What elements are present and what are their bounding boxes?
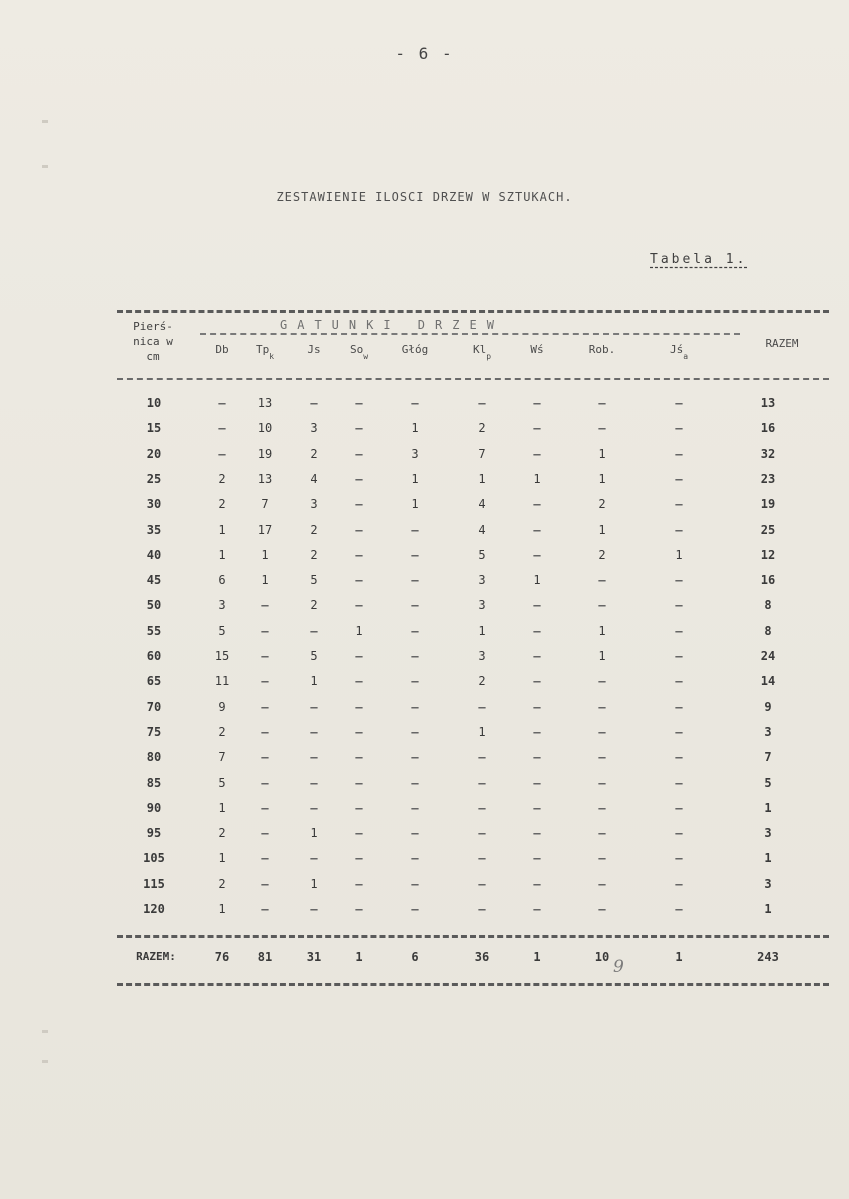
count-cell: – bbox=[533, 750, 541, 765]
count-cell: – bbox=[598, 396, 606, 410]
count-cell: 5 bbox=[218, 775, 226, 790]
row-total-cell: 16 bbox=[760, 421, 776, 436]
row-total-cell: 13 bbox=[760, 396, 776, 410]
count-cell: – bbox=[675, 826, 683, 841]
count-cell: – bbox=[598, 876, 606, 891]
count-cell: 1 bbox=[218, 547, 226, 562]
count-cell: – bbox=[478, 396, 486, 410]
diameter-cell: 10 bbox=[146, 396, 162, 410]
count-cell: – bbox=[478, 699, 486, 714]
species-column-header: $Jś_a$ bbox=[669, 343, 689, 361]
count-cell: – bbox=[355, 902, 363, 916]
count-cell: – bbox=[675, 623, 683, 638]
count-cell: 2 bbox=[218, 876, 226, 891]
count-cell: 1 bbox=[218, 902, 226, 916]
row-total-cell: 8 bbox=[764, 623, 772, 638]
row-total-cell: 1 bbox=[764, 851, 772, 866]
count-cell: 5 bbox=[478, 547, 486, 562]
count-cell: 7 bbox=[478, 446, 486, 461]
table-label: Tabela 1. bbox=[650, 252, 748, 267]
count-cell: – bbox=[355, 598, 363, 613]
count-cell: – bbox=[355, 497, 363, 512]
margin-mark bbox=[42, 165, 48, 168]
count-cell: – bbox=[478, 775, 486, 790]
count-cell: – bbox=[411, 800, 419, 815]
count-cell: 1 bbox=[261, 573, 269, 588]
diameter-cell: 90 bbox=[146, 800, 162, 815]
count-cell: – bbox=[355, 547, 363, 562]
row-total-cell: 12 bbox=[760, 547, 776, 562]
count-cell: – bbox=[355, 775, 363, 790]
count-cell: – bbox=[533, 497, 541, 512]
count-cell: 10 bbox=[257, 421, 273, 436]
count-cell: – bbox=[261, 902, 269, 916]
count-cell: 2 bbox=[598, 547, 606, 562]
count-cell: 1 bbox=[598, 522, 606, 537]
count-cell: – bbox=[411, 522, 419, 537]
species-column-header: Wś bbox=[530, 343, 544, 356]
count-cell: – bbox=[411, 573, 419, 588]
row-total-cell: 24 bbox=[760, 649, 776, 663]
diameter-cell: 60 bbox=[146, 649, 162, 663]
row-total-cell: 3 bbox=[764, 876, 772, 891]
margin-mark bbox=[42, 1030, 48, 1033]
count-cell: – bbox=[411, 775, 419, 790]
row-total-cell: 16 bbox=[760, 573, 776, 588]
count-cell: – bbox=[675, 674, 683, 689]
diameter-column-header: Pierś- nica w cm bbox=[133, 320, 173, 363]
diameter-cell: 115 bbox=[143, 876, 165, 891]
diameter-cell: 20 bbox=[146, 446, 162, 461]
count-cell: – bbox=[533, 724, 541, 739]
species-column-header: $Tp_k$ bbox=[255, 343, 275, 361]
count-cell: – bbox=[675, 649, 683, 663]
diameter-cell: 15 bbox=[146, 421, 162, 436]
table-bottom-rule bbox=[117, 983, 829, 986]
count-cell: 2 bbox=[218, 826, 226, 841]
count-cell: 5 bbox=[218, 623, 226, 638]
handwritten-note: 9 bbox=[613, 957, 624, 977]
row-total-cell: 19 bbox=[760, 497, 776, 512]
diameter-cell: 95 bbox=[146, 826, 162, 841]
page-number: - 6 - bbox=[395, 44, 454, 63]
diameter-cell: 65 bbox=[146, 674, 162, 689]
count-cell: – bbox=[411, 851, 419, 866]
count-cell: – bbox=[533, 547, 541, 562]
diameter-cell: 25 bbox=[146, 471, 162, 486]
count-cell: 1 bbox=[598, 471, 606, 486]
count-cell: 5 bbox=[310, 649, 318, 663]
row-total-cell: 3 bbox=[764, 724, 772, 739]
count-cell: – bbox=[478, 826, 486, 841]
count-cell: – bbox=[411, 750, 419, 765]
count-cell: – bbox=[261, 724, 269, 739]
count-cell: 3 bbox=[310, 421, 318, 436]
row-total-cell: 14 bbox=[760, 674, 776, 689]
species-column-header: Rob. bbox=[588, 343, 616, 356]
count-cell: – bbox=[478, 902, 486, 916]
species-column-header: Db bbox=[215, 343, 229, 356]
count-cell: – bbox=[598, 598, 606, 613]
count-cell: – bbox=[355, 573, 363, 588]
row-total-cell: 1 bbox=[764, 800, 772, 815]
count-cell: – bbox=[533, 522, 541, 537]
count-cell: 13 bbox=[257, 471, 273, 486]
count-cell: 1 bbox=[478, 623, 486, 638]
count-cell: – bbox=[355, 851, 363, 866]
count-cell: – bbox=[261, 674, 269, 689]
count-cell: – bbox=[598, 902, 606, 916]
count-cell: – bbox=[411, 547, 419, 562]
count-cell: – bbox=[675, 902, 683, 916]
count-cell: – bbox=[478, 851, 486, 866]
count-cell: 1 bbox=[411, 471, 419, 486]
count-cell: – bbox=[675, 800, 683, 815]
count-cell: 3 bbox=[478, 598, 486, 613]
diameter-cell: 75 bbox=[146, 724, 162, 739]
count-cell: 1 bbox=[218, 851, 226, 866]
count-cell: 19 bbox=[257, 446, 273, 461]
count-cell: – bbox=[478, 800, 486, 815]
count-cell: – bbox=[261, 775, 269, 790]
count-cell: 4 bbox=[478, 522, 486, 537]
count-cell: – bbox=[218, 421, 226, 436]
diameter-cell: 120 bbox=[143, 902, 165, 916]
column-total-cell: 76 bbox=[214, 950, 230, 964]
count-cell: – bbox=[598, 800, 606, 815]
row-total-cell: 23 bbox=[760, 471, 776, 486]
count-cell: – bbox=[310, 800, 318, 815]
count-cell: – bbox=[411, 649, 419, 663]
count-cell: 1 bbox=[533, 573, 541, 588]
count-cell: 1 bbox=[261, 547, 269, 562]
count-cell: – bbox=[261, 876, 269, 891]
diameter-cell: 85 bbox=[146, 775, 162, 790]
count-cell: – bbox=[675, 421, 683, 436]
column-total-cell: 1 bbox=[355, 950, 363, 964]
diameter-cell: 80 bbox=[146, 750, 162, 765]
count-cell: – bbox=[411, 623, 419, 638]
count-cell: 1 bbox=[478, 471, 486, 486]
count-cell: – bbox=[598, 699, 606, 714]
count-cell: – bbox=[411, 826, 419, 841]
row-total-cell: 1 bbox=[764, 902, 772, 916]
count-cell: – bbox=[675, 851, 683, 866]
count-cell: – bbox=[478, 750, 486, 765]
count-cell: – bbox=[411, 674, 419, 689]
species-column-header: Głóg bbox=[401, 343, 429, 356]
count-cell: – bbox=[310, 623, 318, 638]
count-cell: – bbox=[355, 522, 363, 537]
count-cell: – bbox=[310, 902, 318, 916]
count-cell: – bbox=[310, 724, 318, 739]
count-cell: – bbox=[675, 471, 683, 486]
count-cell: – bbox=[261, 851, 269, 866]
count-cell: – bbox=[355, 649, 363, 663]
count-cell: – bbox=[411, 902, 419, 916]
count-cell: 11 bbox=[214, 674, 230, 689]
count-cell: 1 bbox=[218, 522, 226, 537]
count-cell: 2 bbox=[218, 724, 226, 739]
count-cell: 2 bbox=[310, 522, 318, 537]
count-cell: – bbox=[675, 699, 683, 714]
count-cell: 1 bbox=[411, 497, 419, 512]
count-cell: – bbox=[218, 446, 226, 461]
count-cell: 1 bbox=[218, 800, 226, 815]
count-cell: – bbox=[533, 851, 541, 866]
count-cell: 3 bbox=[478, 573, 486, 588]
count-cell: – bbox=[675, 573, 683, 588]
column-total-cell: 6 bbox=[411, 950, 419, 964]
count-cell: 1 bbox=[598, 649, 606, 663]
count-cell: – bbox=[261, 826, 269, 841]
column-total-cell: 10 bbox=[594, 950, 610, 964]
count-cell: – bbox=[533, 674, 541, 689]
column-total-cell: 1 bbox=[533, 950, 541, 964]
count-cell: – bbox=[675, 775, 683, 790]
count-cell: – bbox=[598, 851, 606, 866]
count-cell: – bbox=[261, 598, 269, 613]
count-cell: – bbox=[261, 623, 269, 638]
count-cell: – bbox=[675, 396, 683, 410]
row-total-cell: 5 bbox=[764, 775, 772, 790]
count-cell: – bbox=[598, 674, 606, 689]
diameter-cell: 35 bbox=[146, 522, 162, 537]
count-cell: – bbox=[598, 724, 606, 739]
count-cell: – bbox=[533, 800, 541, 815]
diameter-cell: 40 bbox=[146, 547, 162, 562]
count-cell: 1 bbox=[310, 826, 318, 841]
count-cell: 3 bbox=[310, 497, 318, 512]
count-cell: 7 bbox=[218, 750, 226, 765]
count-cell: – bbox=[355, 750, 363, 765]
totals-label: RAZEM: bbox=[136, 950, 176, 963]
count-cell: 1 bbox=[310, 674, 318, 689]
count-cell: – bbox=[261, 699, 269, 714]
count-cell: – bbox=[355, 471, 363, 486]
count-cell: – bbox=[533, 876, 541, 891]
count-cell: – bbox=[478, 876, 486, 891]
count-cell: 1 bbox=[598, 623, 606, 638]
count-cell: – bbox=[310, 750, 318, 765]
count-cell: 1 bbox=[355, 623, 363, 638]
count-cell: – bbox=[261, 649, 269, 663]
count-cell: – bbox=[675, 522, 683, 537]
count-cell: – bbox=[533, 421, 541, 436]
count-cell: 2 bbox=[598, 497, 606, 512]
row-total-cell: 7 bbox=[764, 750, 772, 765]
count-cell: 3 bbox=[478, 649, 486, 663]
count-cell: 13 bbox=[257, 396, 273, 410]
count-cell: – bbox=[355, 800, 363, 815]
count-cell: 5 bbox=[310, 573, 318, 588]
count-cell: 4 bbox=[310, 471, 318, 486]
row-total-cell: 8 bbox=[764, 598, 772, 613]
count-cell: – bbox=[533, 699, 541, 714]
count-cell: 17 bbox=[257, 522, 273, 537]
count-cell: 6 bbox=[218, 573, 226, 588]
column-total-cell: 1 bbox=[675, 950, 683, 964]
count-cell: 2 bbox=[310, 598, 318, 613]
count-cell: 9 bbox=[218, 699, 226, 714]
count-cell: 3 bbox=[218, 598, 226, 613]
count-cell: – bbox=[533, 598, 541, 613]
row-total-cell: 9 bbox=[764, 699, 772, 714]
diameter-cell: 70 bbox=[146, 699, 162, 714]
margin-mark bbox=[42, 120, 48, 123]
count-cell: – bbox=[355, 699, 363, 714]
count-cell: – bbox=[355, 674, 363, 689]
count-cell: 1 bbox=[675, 547, 683, 562]
margin-mark bbox=[42, 1060, 48, 1063]
species-group-header: GATUNKI DRZEW bbox=[280, 318, 504, 332]
diameter-cell: 30 bbox=[146, 497, 162, 512]
count-cell: 2 bbox=[310, 446, 318, 461]
count-cell: – bbox=[261, 800, 269, 815]
count-cell: 1 bbox=[598, 446, 606, 461]
count-cell: 2 bbox=[478, 421, 486, 436]
count-cell: – bbox=[355, 876, 363, 891]
count-cell: – bbox=[533, 649, 541, 663]
count-cell: – bbox=[533, 446, 541, 461]
count-cell: – bbox=[411, 876, 419, 891]
count-cell: 1 bbox=[411, 421, 419, 436]
count-cell: – bbox=[675, 876, 683, 891]
count-cell: – bbox=[675, 750, 683, 765]
count-cell: – bbox=[675, 598, 683, 613]
count-cell: 1 bbox=[310, 876, 318, 891]
diameter-cell: 55 bbox=[146, 623, 162, 638]
count-cell: – bbox=[411, 699, 419, 714]
count-cell: 2 bbox=[310, 547, 318, 562]
total-column-header: RAZEM bbox=[765, 337, 799, 350]
count-cell: – bbox=[533, 902, 541, 916]
count-cell: 2 bbox=[478, 674, 486, 689]
count-cell: – bbox=[533, 775, 541, 790]
count-cell: – bbox=[411, 396, 419, 410]
count-cell: – bbox=[598, 826, 606, 841]
diameter-cell: 45 bbox=[146, 573, 162, 588]
count-cell: – bbox=[310, 396, 318, 410]
count-cell: – bbox=[310, 775, 318, 790]
column-total-cell: 243 bbox=[757, 950, 779, 964]
species-column-header: Js bbox=[307, 343, 321, 356]
document-title: ZESTAWIENIE ILOSCI DRZEW W SZTUKACH. bbox=[276, 190, 573, 204]
row-total-cell: 25 bbox=[760, 522, 776, 537]
count-cell: – bbox=[675, 724, 683, 739]
count-cell: – bbox=[218, 396, 226, 410]
count-cell: 1 bbox=[533, 471, 541, 486]
count-cell: – bbox=[411, 598, 419, 613]
count-cell: – bbox=[261, 750, 269, 765]
count-cell: 2 bbox=[218, 471, 226, 486]
species-column-header: $Kl_p$ bbox=[472, 343, 492, 361]
column-total-cell: 36 bbox=[474, 950, 490, 964]
count-cell: – bbox=[310, 851, 318, 866]
count-cell: 3 bbox=[411, 446, 419, 461]
column-total-cell: 81 bbox=[257, 950, 273, 964]
diameter-cell: 105 bbox=[143, 851, 165, 866]
row-total-cell: 3 bbox=[764, 826, 772, 841]
count-cell: – bbox=[675, 497, 683, 512]
count-cell: – bbox=[598, 775, 606, 790]
species-column-header: $So_w$ bbox=[349, 343, 369, 361]
count-cell: – bbox=[355, 724, 363, 739]
count-cell: 4 bbox=[478, 497, 486, 512]
count-cell: – bbox=[355, 826, 363, 841]
diameter-cell: 50 bbox=[146, 598, 162, 613]
count-cell: – bbox=[675, 446, 683, 461]
count-cell: 7 bbox=[261, 497, 269, 512]
count-cell: – bbox=[533, 826, 541, 841]
count-cell: 1 bbox=[478, 724, 486, 739]
count-cell: 15 bbox=[214, 649, 230, 663]
count-cell: – bbox=[533, 623, 541, 638]
count-cell: – bbox=[355, 446, 363, 461]
row-total-cell: 32 bbox=[760, 446, 776, 461]
count-cell: – bbox=[533, 396, 541, 410]
count-cell: – bbox=[355, 421, 363, 436]
column-total-cell: 31 bbox=[306, 950, 322, 964]
count-cell: – bbox=[598, 421, 606, 436]
count-cell: – bbox=[310, 699, 318, 714]
count-cell: – bbox=[355, 396, 363, 410]
count-cell: 2 bbox=[218, 497, 226, 512]
count-cell: – bbox=[598, 750, 606, 765]
count-cell: – bbox=[411, 724, 419, 739]
count-cell: – bbox=[598, 573, 606, 588]
